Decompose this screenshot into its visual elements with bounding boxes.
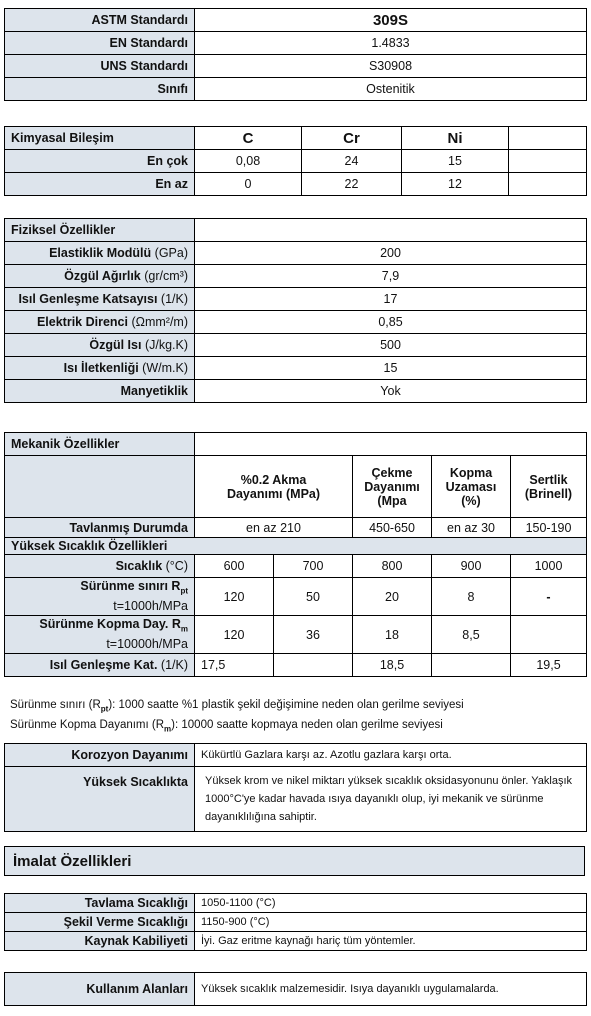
mechanical-corner [5, 456, 195, 518]
creep-value: 20 [353, 578, 432, 616]
temp-row [5, 555, 587, 578]
forming-row [5, 913, 587, 932]
astm-row [5, 9, 587, 32]
physical-row [5, 311, 587, 334]
physical-label [5, 357, 195, 380]
note1-a: Sürünme sınırı (R [10, 699, 101, 711]
physical-row [5, 288, 587, 311]
physical-value: 15 [195, 357, 587, 380]
chemical-table [4, 126, 587, 196]
chemical-max-row [5, 150, 587, 173]
note2-sub: m [164, 724, 172, 734]
class-row [5, 78, 587, 101]
corrosion-table [4, 743, 587, 832]
element-ni: Ni [402, 127, 509, 150]
uns-row [5, 55, 587, 78]
weld-label: Kaynak Kabiliyeti [5, 932, 195, 951]
en-value: 1.4833 [195, 32, 587, 55]
astm-value: 309S [195, 9, 587, 32]
annealed-tensile: 450-650 [353, 518, 432, 538]
physical-label-text: Isı İletkenliği [63, 361, 139, 375]
temp-value: 900 [432, 555, 511, 578]
rupture-value: 120 [195, 616, 274, 654]
physical-header-row [5, 219, 587, 242]
note-rupture [10, 717, 585, 737]
creep-sub: pt [180, 586, 188, 596]
fabrication-table [4, 893, 587, 951]
physical-label-text: Isıl Genleşme Katsayısı [18, 292, 158, 306]
creep-value: - [511, 578, 587, 616]
physical-value: 200 [195, 242, 587, 265]
physical-row [5, 242, 587, 265]
min-empty [509, 173, 587, 196]
rupture-sub: m [180, 624, 188, 634]
physical-unit: (gr/cm³) [144, 269, 188, 283]
physical-unit: (W/m.K) [142, 361, 188, 375]
physical-value: 17 [195, 288, 587, 311]
physical-label [5, 288, 195, 311]
physical-unit: (1/K) [160, 292, 188, 306]
col-elong: Kopma Uzaması (%) [432, 456, 511, 518]
anneal-label: Tavlama Sıcaklığı [5, 894, 195, 913]
physical-unit: (GPa) [154, 246, 188, 260]
element-cr: Cr [302, 127, 402, 150]
usage-table [4, 972, 587, 1006]
physical-label [5, 242, 195, 265]
high-temp-header: Yüksek Sıcaklık Özellikleri [5, 538, 587, 555]
rupture-label [5, 616, 195, 654]
rupture-row [5, 616, 587, 654]
forming-value: 1150-900 (°C) [195, 913, 587, 932]
max-cr: 24 [302, 150, 402, 173]
anneal-row [5, 894, 587, 913]
physical-unit: (Ωmm²/m) [131, 315, 188, 329]
min-cr: 22 [302, 173, 402, 196]
en-row [5, 32, 587, 55]
element-c: C [195, 127, 302, 150]
uns-value: S30908 [195, 55, 587, 78]
uns-label: UNS Standardı [5, 55, 195, 78]
physical-header-empty [195, 219, 587, 242]
physical-label-text: Elastiklik Modülü [49, 246, 152, 260]
creep-value: 50 [274, 578, 353, 616]
mechanical-header-row [5, 433, 587, 456]
physical-label-text: Özgül Ağırlık [64, 269, 141, 283]
rupture-cond: t=10000h/MPa [106, 636, 188, 651]
max-label: En çok [5, 150, 195, 173]
min-c: 0 [195, 173, 302, 196]
col-hard: Sertlik (Brinell) [511, 456, 587, 518]
note2-b: ): 10000 saatte kopmaya neden olan gerilme seviyesi [171, 719, 443, 732]
physical-value: 0,85 [195, 311, 587, 334]
min-ni: 12 [402, 173, 509, 196]
class-value: Ostenitik [195, 78, 587, 101]
expansion-value: 19,5 [511, 654, 587, 677]
astm-label: ASTM Standardı [5, 9, 195, 32]
expansion-value [274, 654, 353, 677]
note2-a: Sürünme Kopma Dayanımı (R [10, 719, 165, 732]
mechanical-header-empty [195, 433, 587, 456]
fabrication-title: İmalat Özellikleri [4, 846, 585, 876]
expansion-value: 17,5 [195, 654, 274, 677]
usage-value: Yüksek sıcaklık malzemesidir. Isıya dayanıklı uygulamalarda. [195, 973, 587, 1006]
physical-label-text: Manyetiklik [120, 384, 188, 398]
chemical-header-row [5, 127, 587, 150]
corrosion-hightemp-row [5, 767, 587, 832]
chemical-header: Kimyasal Bileşim [5, 127, 195, 150]
physical-row [5, 380, 587, 403]
max-c: 0,08 [195, 150, 302, 173]
physical-value: Yok [195, 380, 587, 403]
rupture-label-text: Sürünme Kopma Day. R [39, 617, 181, 632]
class-label: Sınıfı [5, 78, 195, 101]
physical-table [4, 218, 587, 403]
creep-cond: t=1000h/MPa [113, 598, 188, 613]
expansion-label-text: Isıl Genleşme Kat. [49, 658, 158, 672]
weld-row [5, 932, 587, 951]
temp-label-text: Sıcaklık [115, 559, 163, 573]
mechanical-table [4, 432, 587, 677]
expansion-row [5, 654, 587, 677]
rupture-value [511, 616, 587, 654]
element-empty [509, 127, 587, 150]
chemical-min-row [5, 173, 587, 196]
corrosion-label: Korozyon Dayanımı [5, 744, 195, 767]
note-creep [10, 697, 585, 717]
corrosion-value: Kükürtlü Gazlara karşı az. Azotlu gazlara karşı orta. [195, 744, 587, 767]
physical-label-text: Elektrik Direnci [36, 315, 128, 329]
mechanical-header: Mekanik Özellikler [5, 433, 195, 456]
physical-label [5, 265, 195, 288]
corrosion-row [5, 744, 587, 767]
expansion-unit: (1/K) [160, 658, 188, 672]
forming-label: Şekil Verme Sıcaklığı [5, 913, 195, 932]
temp-value: 800 [353, 555, 432, 578]
weld-value: İyi. Gaz eritme kaynağı hariç tüm yöntemler. [195, 932, 587, 951]
min-label: En az [5, 173, 195, 196]
corrosion-hightemp-value: Yüksek krom ve nikel miktarı yüksek sıcaklık oksidasyonunu önler. Yaklaşık 1000°C'ye kadar havada ısıya dayanıklı olup, iyi mekanik ve sürünme dayanıklılığına sahiptir. [195, 767, 587, 832]
note1-b: ): 1000 saatte %1 plastik şekil değişimine neden olan gerilme seviyesi [108, 699, 464, 711]
temp-value: 1000 [511, 555, 587, 578]
physical-unit: (J/kg.K) [144, 338, 188, 352]
physical-label-text: Özgül Isı [89, 338, 142, 352]
physical-row [5, 357, 587, 380]
col-yield: %0.2 Akma Dayanımı (MPa) [195, 456, 353, 518]
rupture-value: 36 [274, 616, 353, 654]
max-ni: 15 [402, 150, 509, 173]
physical-label [5, 334, 195, 357]
notes [10, 697, 585, 738]
creep-label-text: Sürünme sınırı R [80, 579, 181, 594]
temp-value: 600 [195, 555, 274, 578]
physical-label [5, 311, 195, 334]
temp-value: 700 [274, 555, 353, 578]
creep-row [5, 578, 587, 616]
annealed-yield: en az 210 [195, 518, 353, 538]
usage-label: Kullanım Alanları [5, 973, 195, 1006]
expansion-value: 18,5 [353, 654, 432, 677]
col-tensile: Çekme Dayanımı (Mpa [353, 456, 432, 518]
creep-value: 8 [432, 578, 511, 616]
expansion-label [5, 654, 195, 677]
physical-header: Fiziksel Özellikler [5, 219, 195, 242]
annealed-elong: en az 30 [432, 518, 511, 538]
max-empty [509, 150, 587, 173]
en-label: EN Standardı [5, 32, 195, 55]
physical-row [5, 265, 587, 288]
annealed-label: Tavlanmış Durumda [5, 518, 195, 538]
temp-label [5, 555, 195, 578]
physical-row [5, 334, 587, 357]
high-temp-header-row [5, 538, 587, 555]
corrosion-hightemp-label: Yüksek Sıcaklıkta [5, 767, 195, 832]
physical-value: 500 [195, 334, 587, 357]
creep-value: 120 [195, 578, 274, 616]
mechanical-col-header-row [5, 456, 587, 518]
annealed-row [5, 518, 587, 538]
annealed-hard: 150-190 [511, 518, 587, 538]
physical-value: 7,9 [195, 265, 587, 288]
physical-label [5, 380, 195, 403]
temp-unit: (°C) [165, 559, 188, 573]
rupture-value: 18 [353, 616, 432, 654]
note1-sub: pt [100, 704, 109, 714]
usage-row [5, 973, 587, 1006]
standards-table [4, 8, 587, 101]
creep-label [5, 578, 195, 616]
anneal-value: 1050-1100 (°C) [195, 894, 587, 913]
expansion-value [432, 654, 511, 677]
rupture-value: 8,5 [432, 616, 511, 654]
